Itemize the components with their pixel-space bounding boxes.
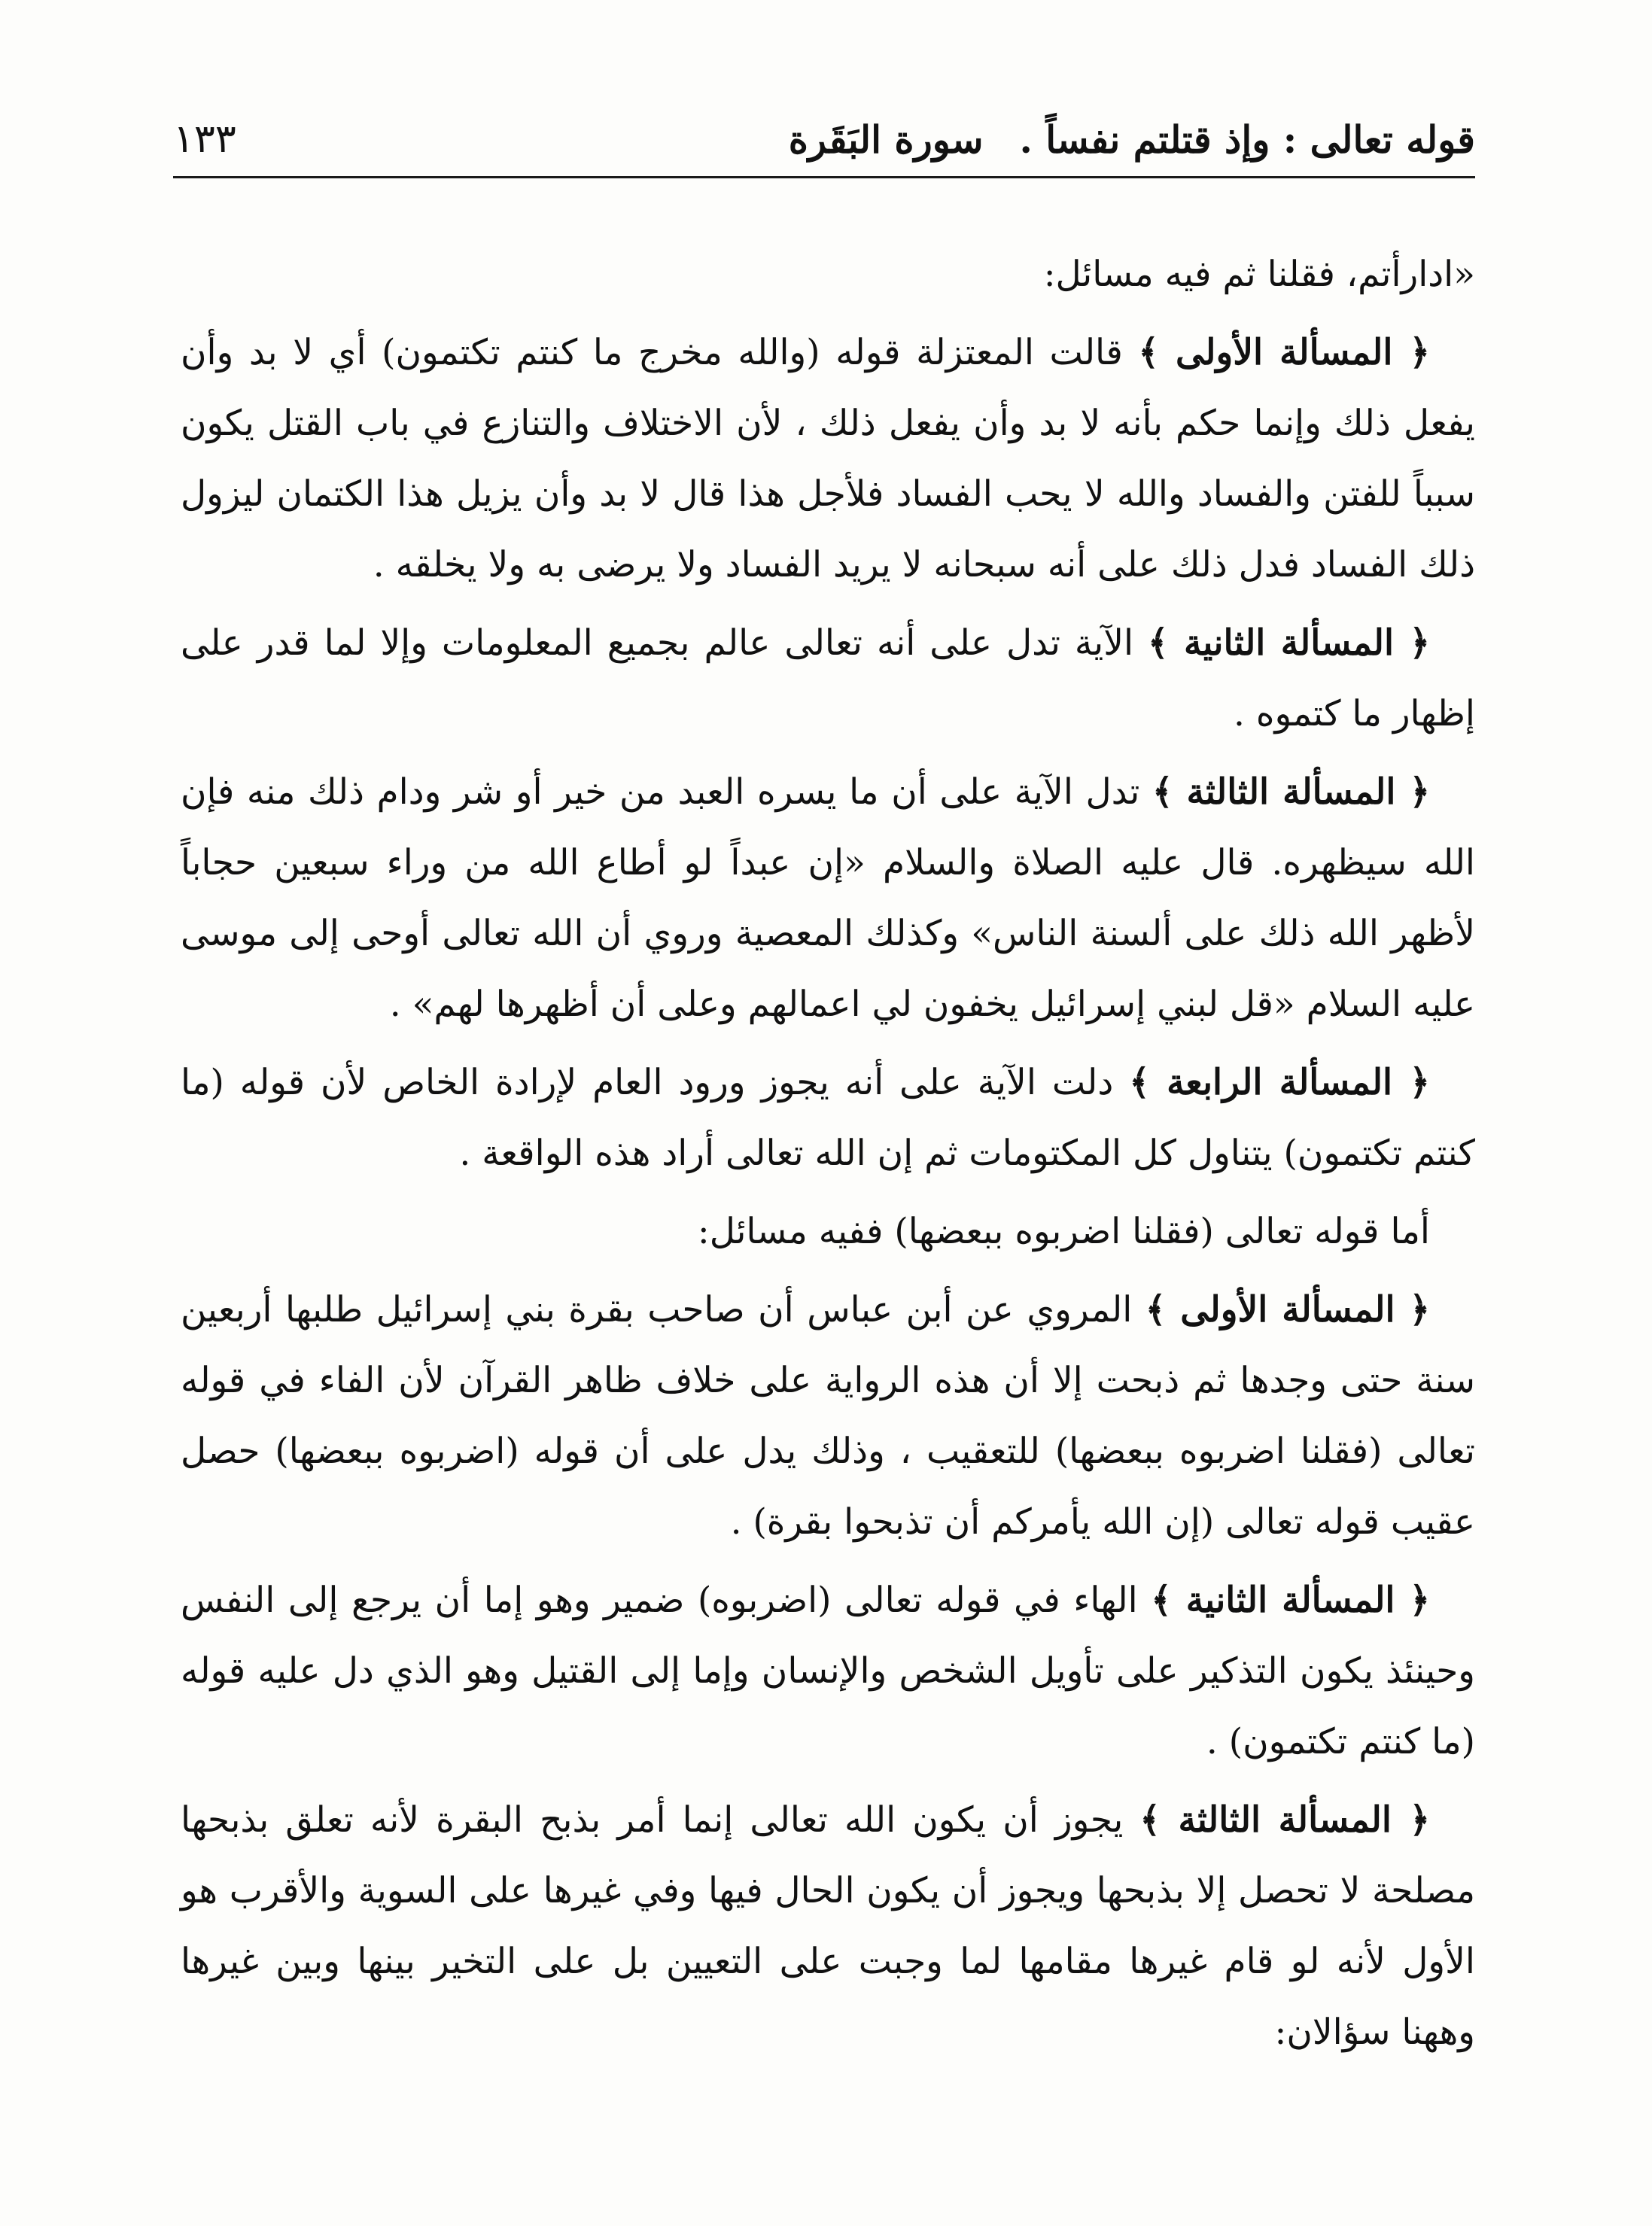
paragraph-mas-1 xyxy=(181,318,1475,601)
paragraph-text: «ادارأتم، فقلنا ثم فيه مسائل: xyxy=(1043,254,1475,295)
paragraph-text: الهاء في قوله تعالى (اضربوه) ضمير وهو إما أن يرجع إلى النفس وحينئذ يكون التذكير على تأويل الشخص والإنسان وإما إلى القتيل وهو الذي دل عليه قوله (ما كنتم تكتمون) . xyxy=(181,1580,1475,1762)
paragraph-text: دلت الآية على أنه يجوز ورود العام لإرادة الخاص لأن قوله (ما كنتم تكتمون) يتناول كل المكتومات ثم إن الله تعالى أراد هذه الواقعة . xyxy=(181,1062,1475,1174)
paragraph-mas-4 xyxy=(181,1048,1475,1189)
paragraph-mas-6 xyxy=(181,1565,1475,1777)
verse-title: قوله تعالى : وإذ قتلتم نفساً . xyxy=(1019,117,1475,162)
issue-label: ﴿ المسألة الثانية ﴾ xyxy=(1148,622,1430,664)
running-head xyxy=(173,105,1475,173)
issue-label: ﴿ المسألة الثالثة ﴾ xyxy=(1139,1799,1430,1841)
issue-label: ﴿ المسألة الأولى ﴾ xyxy=(1138,332,1430,373)
paragraph-mas-2 xyxy=(181,608,1475,750)
paragraph-text: تدل الآية على أن ما يسره العبد من خير أو شر ودام ذلك منه فإن الله سيظهره. قال عليه الصلاة والسلام «إن عبداً لو أطاع الله من وراء سبعين حجاباً لأظهر الله ذلك على ألسنة الناس» وكذلك المعصية وروي أن الله تعالى أوحى إلى موسى عليه السلام «قل لبني إسرائيل يخفون لي اعمالهم وعلى أن أظهرها لهم» . xyxy=(181,771,1475,1025)
running-head-title-group xyxy=(789,117,1475,162)
page-body xyxy=(181,239,1475,2075)
paragraph-mas-3 xyxy=(181,757,1475,1040)
paragraph-intro xyxy=(181,239,1475,310)
paragraph-mas-7 xyxy=(181,1785,1475,2068)
issue-label: ﴿ المسألة الأولى ﴾ xyxy=(1145,1289,1430,1330)
paragraph-text: قالت المعتزلة قوله (والله مخرج ما كنتم تكتمون) أي لا بد وأن يفعل ذلك وإنما حكم بأنه لا بد وأن يفعل ذلك ، لأن الاختلاف والتنازع في باب القتل يكون سبباً للفتن والفساد والله لا يحب الفساد فلأجل هذا قال لا بد وأن يزيل هذا الكتمان ليزول ذلك الفساد فدل ذلك على أنه سبحانه لا يريد الفساد ولا يرضى به ولا يخلقه . xyxy=(181,332,1475,585)
issue-label: ﴿ المسألة الثانية ﴾ xyxy=(1151,1580,1430,1621)
issue-label: ﴿ المسألة الثالثة ﴾ xyxy=(1152,771,1430,813)
paragraph-text: يجوز أن يكون الله تعالى إنما أمر بذبح البقرة لأنه تعلق بذبحها مصلحة لا تحصل إلا بذبحها ويجوز أن يكون الحال فيها وفي غيرها على السوية والأقرب هو الأول لأنه لو قام غيرها مقامها لما وجبت على التعيين بل على التخير بينها وبين غيرها وههنا سؤالان: xyxy=(181,1799,1475,2053)
paragraph-text: المروي عن أبن عباس أن صاحب بقرة بني إسرائيل طلبها أربعين سنة حتى وجدها ثم ذبحت إلا أن هذه الرواية على خلاف ظاهر القرآن لأن الفاء في قوله تعالى (فقلنا اضربوه ببعضها) للتعقيب ، وذلك يدل على أن قوله (اضربوه ببعضها) حصل عقيب قوله تعالى (إن الله يأمركم أن تذبحوا بقرة) . xyxy=(181,1289,1475,1543)
surah-name: سورة البَقَرة xyxy=(788,117,984,162)
header-rule xyxy=(173,176,1475,178)
paragraph-text: الآية تدل على أنه تعالى عالم بجميع المعلومات وإلا لما قدر على إظهار ما كتموه . xyxy=(181,622,1475,734)
issue-label: ﴿ المسألة الرابعة ﴾ xyxy=(1129,1062,1431,1103)
paragraph-mas-5 xyxy=(181,1275,1475,1558)
page-number: ١٣٣ xyxy=(173,117,236,162)
paragraph-section-intro xyxy=(181,1197,1475,1267)
paragraph-text: أما قوله تعالى (فقلنا اضربوه ببعضها) ففيه مسائل: xyxy=(697,1211,1430,1252)
